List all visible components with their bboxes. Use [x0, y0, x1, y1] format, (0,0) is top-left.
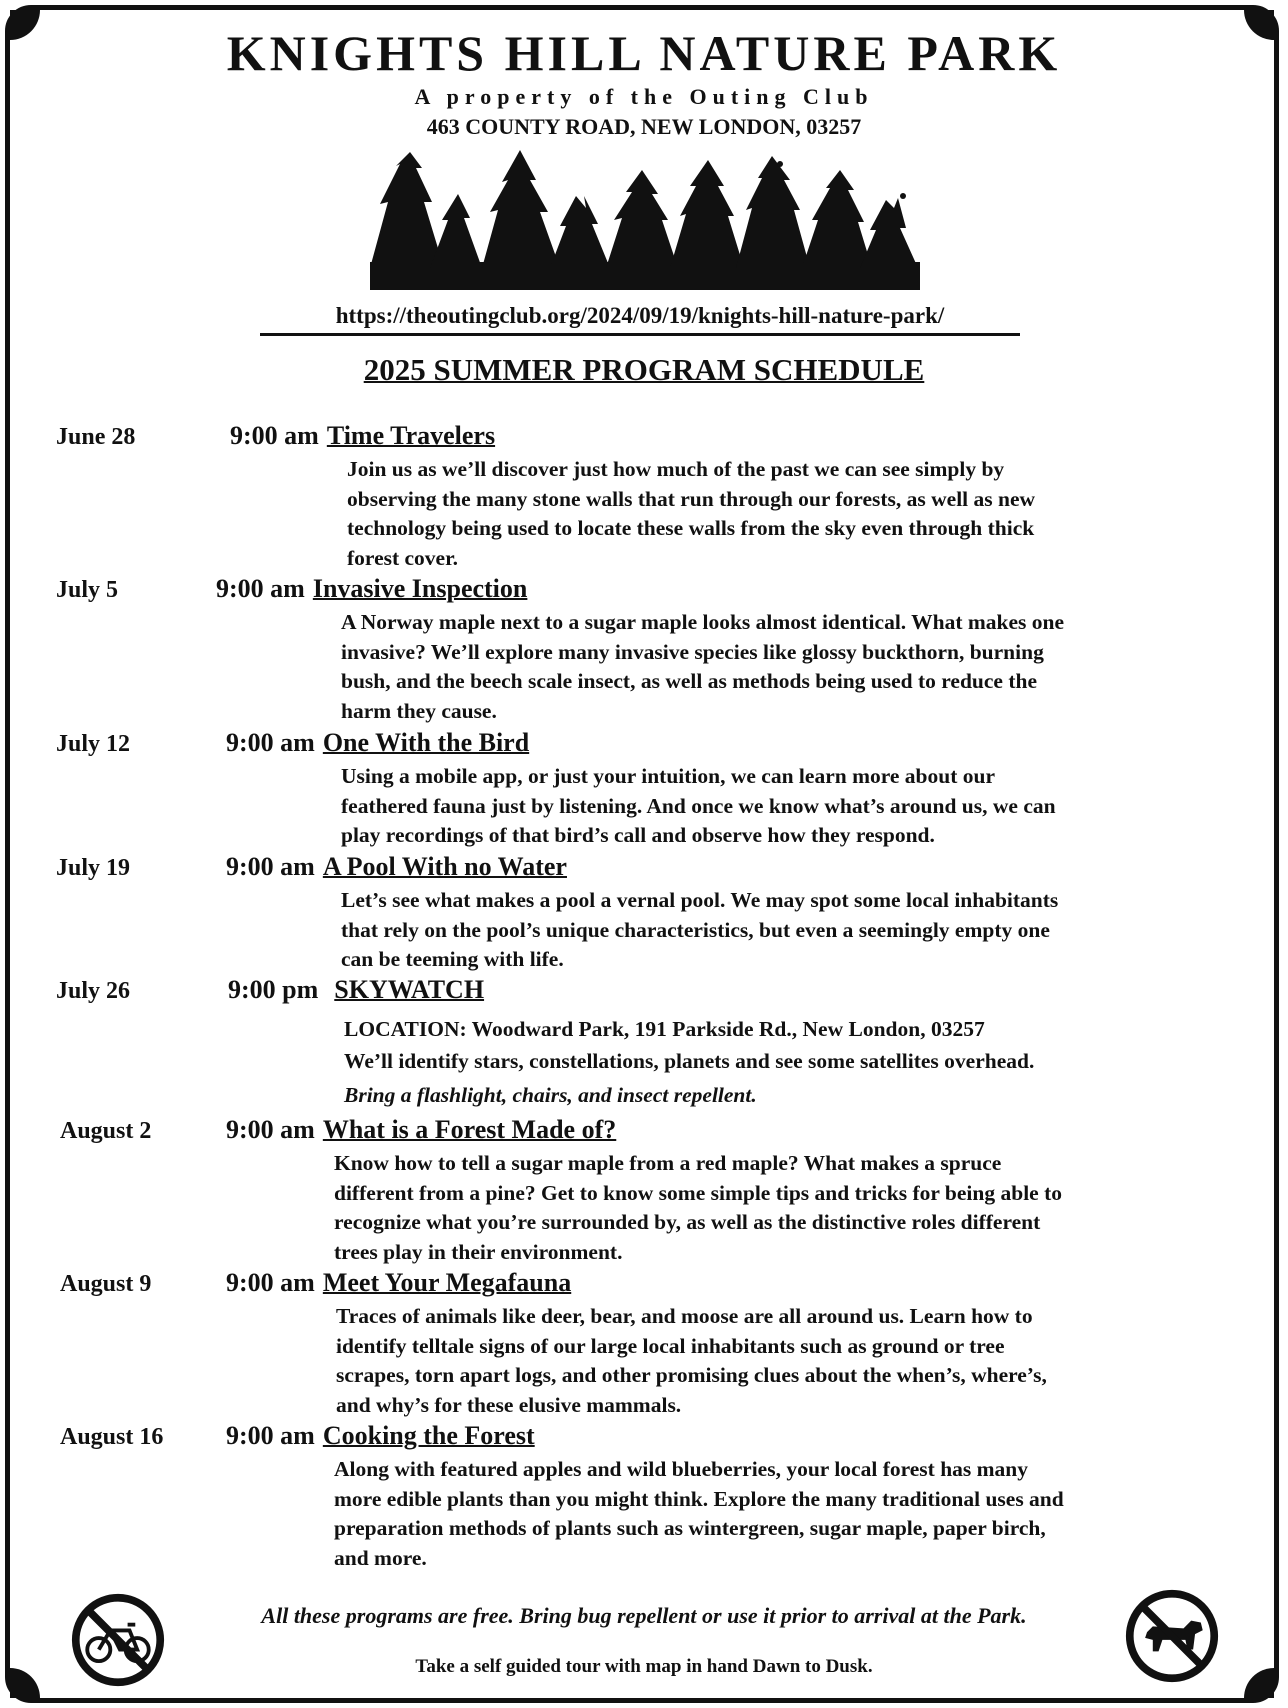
event-time: 9:00 am [230, 421, 319, 450]
event-time: 9:00 am [226, 1268, 315, 1297]
event-description: Know how to tell a sugar maple from a red maple? What makes a spruce different from a pine? Get to know some simple tips and tricks for being able to recognize what you’re surrounded by, as well as the distinctive roles different trees play in their environment. [334, 1151, 1062, 1264]
event-description: LOCATION: Woodward Park, 191 Parkside Rd., New London, 03257 We’ll identify stars, constellations, planets and see some satellites overhead. Bring a flashlight, chairs, and insect repellent. [344, 1015, 1214, 1110]
event-time-title [226, 852, 567, 882]
event-title: Invasive Inspection [312, 574, 528, 603]
event-title: SKYWATCH [334, 975, 485, 1004]
event-time-title [226, 1268, 571, 1298]
event-title: What is a Forest Made of? [322, 1115, 617, 1144]
event-location: LOCATION: Woodward Park, 191 Parkside Rd., New London, 03257 [344, 1017, 985, 1041]
event-title: Meet Your Megafauna [322, 1268, 572, 1297]
event-time-title [226, 1115, 616, 1145]
event-time-title [226, 728, 529, 758]
event-date: August 9 [60, 1271, 152, 1297]
event-description: Traces of animals like deer, bear, and moose are all around us. Learn how to identify telltale signs of our large local inhabitants such as ground or tree scrapes, torn apart logs, and other promising clues about the when’s, where’s, and why’s for these elusive mammals. [336, 1304, 1047, 1417]
event-time-title [228, 975, 484, 1005]
footer-tour: Take a self guided tour with map in hand Dawn to Dusk. [415, 1656, 873, 1677]
event-time: 9:00 pm [228, 975, 319, 1004]
footer-note: All these programs are free. Bring bug repellent or use it prior to arrival at the Park. [261, 1603, 1027, 1628]
event-description: Using a mobile app, or just your intuition, we can learn more about our feathered fauna just by listening. And once we know what’s around us, we can play recordings of that bird’s call and observe how they respond. [341, 764, 1056, 847]
page-title: KNIGHTS HILL NATURE PARK [226, 25, 1062, 81]
event-title: Time Travelers [326, 421, 496, 450]
event-note: Bring a flashlight, chairs, and insect repellent. [344, 1082, 757, 1107]
event-time-title [216, 574, 527, 604]
pine-tree-silhouette-icon [370, 150, 920, 290]
event-date: July 12 [56, 731, 131, 757]
event-time: 9:00 am [226, 852, 315, 881]
event-title: One With the Bird [322, 728, 530, 757]
event-date: July 26 [56, 978, 131, 1004]
event-date: August 2 [60, 1118, 152, 1144]
event-date: July 19 [56, 855, 131, 881]
event-date: August 16 [60, 1424, 164, 1450]
event-time: 9:00 am [226, 1421, 315, 1450]
event-time-title [226, 1421, 535, 1451]
event-description: A Norway maple next to a sugar maple looks almost identical. What makes one invasive? We’ll explore many invasive species like glossy buckthorn, burning bush, and the beech scale insect, as well as methods being used to reduce the harm they cause. [341, 610, 1065, 723]
event-description: Join us as we’ll discover just how much of the past we can see simply by observing the many stone walls that run through our forests, as well as new technology being used to locate these walls from the sky even through thick forest cover. [347, 457, 1036, 570]
event-description: Let’s see what makes a pool a vernal pool. We may spot some local inhabitants that rely on the pool’s unique characteristics, but even a seemingly empty one can be teeming with life. [341, 888, 1059, 971]
event-time: 9:00 am [226, 728, 315, 757]
event-title: A Pool With no Water [322, 852, 567, 881]
event-description: Along with featured apples and wild blueberries, your local forest has many more edible plants than you might think. Explore the many traditional uses and preparation methods of plants such as wintergreen, sugar maple, paper birch, and more. [334, 1457, 1064, 1570]
website-link[interactable]: https://theoutingclub.org/2024/09/19/knights-hill-nature-park/ [260, 303, 1020, 336]
event-time: 9:00 am [226, 1115, 315, 1144]
event-date: June 28 [56, 424, 136, 450]
event-date: July 5 [56, 577, 119, 603]
address: 463 COUNTY ROAD, NEW LONDON, 03257 [426, 114, 862, 139]
subtitle: A property of the Outing Club [414, 84, 874, 109]
event-title: Cooking the Forest [322, 1421, 535, 1450]
event-time-title [230, 421, 495, 451]
schedule-title: 2025 SUMMER PROGRAM SCHEDULE [363, 352, 925, 387]
event-time: 9:00 am [216, 574, 305, 603]
